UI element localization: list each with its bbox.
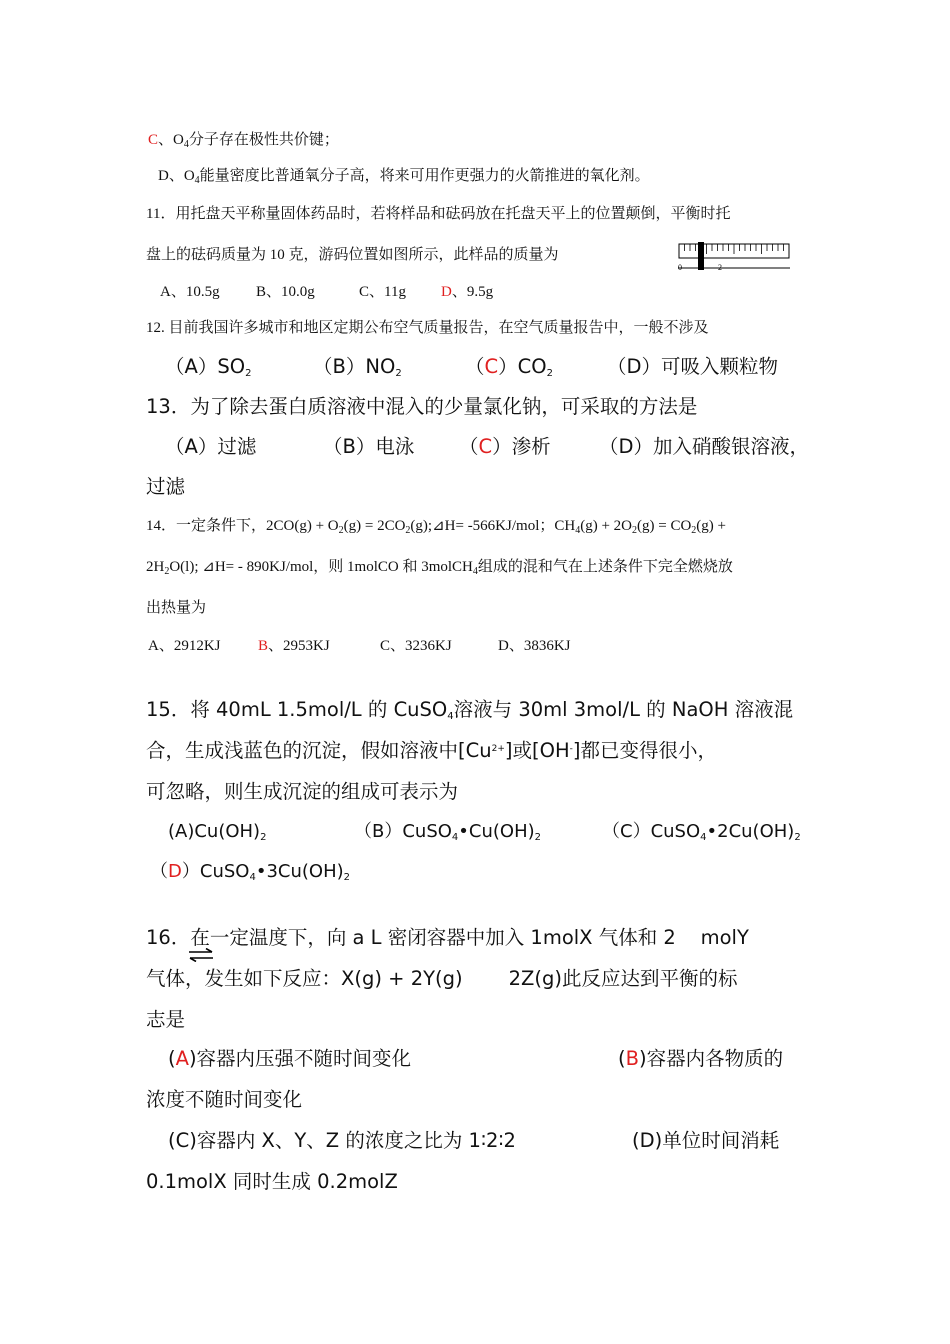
q11-options [160,280,493,301]
q12-option-c: $(C)CO_2$ [465,355,553,379]
q16-stem-line2: 气体，发生如下反应：X(g) + 2Y(g) 2Z(g)此反应达到平衡的标 [146,967,738,990]
q14-option-d: D、3836KJ [498,638,571,654]
q15-option-b: $(B)CuSO_4•Cu(OH)_2$ [354,821,542,843]
q14-option-a: A、2912KJ [148,638,221,654]
q13-option-c: （C）渗析 [459,435,551,458]
q16-option-c: (C)容器内 X、Y、Z 的浓度之比为 1∶2∶2 [168,1129,516,1152]
answer-mark: D [168,861,182,882]
q16-option-b-continued: 浓度不随时间变化 [146,1088,303,1111]
scale-ticks [679,244,784,258]
q13-options [165,431,809,459]
q16-option-b: (B)容器内各物质的 [618,1047,784,1070]
q14-stem-line1: 14．一定条件下，$2CO(g) + O_2(g)$ = $2CO_2(g);⊿H= -566KJ/mol$；$CH_4(g) + 2O_2(g) = CO_2(g)$ + [146,518,726,536]
answer-mark: A [175,1047,189,1070]
q12-options [165,351,778,379]
q12-option-b: $(B)NO_2$ [313,355,402,379]
q11-option-b: B、10.0g [256,284,315,300]
q15-stem-line2: 合，生成浅蓝色的沉淀，假如溶液中$[Cu^{2+}]$或[OH-]都已变得很小， [146,739,717,762]
answer-mark: C [484,355,499,378]
q16-stem-line3: 志是 [146,1008,186,1031]
scale-label-0: 0 [678,263,682,272]
q15-options-row1 [168,817,801,843]
q16-option-a: (A)容器内压强不随时间变化 [168,1047,412,1070]
answer-mark: C [148,132,159,148]
q13-option-d: （D）加入硝酸银溶液， [599,435,810,458]
q13-option-b: （B）电泳 [323,435,415,458]
q13-option-a: （A）过滤 [165,435,257,458]
q14-option-c: C、3236KJ [380,638,452,654]
scale-label-2: 2 [718,263,722,272]
q13-stem: 13．为了除去蛋白质溶液中混入的少量氯化钠，可采取的方法是 [146,395,698,418]
answer-mark: D [441,284,452,300]
q15-option-a: $(A)Cu(OH)_2$ [168,821,267,843]
q10-option-c: C、$O_4$分子存在极性共价键； [148,132,339,150]
rider-weight [698,242,704,270]
q14-option-b: B、2953KJ [258,638,330,654]
q15-stem-line1: 15．将 40mL 1.5mol/L 的 CuSO$_4$溶液与 30ml 3mol/L 的 NaOH 溶液混 [146,698,794,722]
q14-options [148,634,571,655]
q11-stem-line2: 盘上的砝码质量为 10 克，游码位置如图所示，此样品的质量为 [146,247,559,263]
q11-stem-line1: 11．用托盘天平称量固体药品时，若将样品和砝码放在托盘天平上的位置颠倒，平衡时托 [146,206,731,222]
q12-option-a: $(A)SO_2$ [165,355,252,379]
answer-mark: B [625,1047,639,1070]
q12-option-d: （D）可吸入颗粒物 [607,355,779,378]
q16-stem-line1: 16．在一定温度下，向 a L 密闭容器中加入 1molX 气体和 2 molY [146,926,749,949]
q11-option-d: D、9.5g [441,284,494,300]
answer-mark: B [258,638,269,654]
q11-option-a: A、10.5g [160,284,220,300]
q10-option-d: D、$O_4$能量密度比普通氧分子高，将来可用作更强力的火箭推进的氧化剂。 [158,168,650,186]
q11-option-c: C、11g [359,284,406,300]
q15-stem-line3: 可忽略，则生成沉淀的组成可表示为 [146,780,459,803]
answer-mark: C [478,435,493,458]
q16-option-d: (D)单位时间消耗 [632,1129,780,1152]
q15-option-d: $(D)CuSO_4•3Cu(OH)_2$ [150,861,350,883]
q12-stem: 12. 目前我国许多城市和地区定期公布空气质量报告，在空气质量报告中，一般不涉及 [146,320,709,336]
rider-scale-figure [678,242,790,272]
equilibrium-arrow-icon [188,948,214,962]
q14-stem-line3: 出热量为 [146,600,207,616]
q14-stem-line2: $2H_2O(l)$; ⊿H= - 890KJ/mol，则 1molCO 和 3molCH$_4$组成的混和气在上述条件下完全燃烧放 [146,559,733,577]
q13-option-d-continued: 过滤 [146,475,186,498]
q15-option-c: $(C)CuSO_4•2Cu(OH)_2$ [602,821,801,843]
q16-option-d-continued: 0.1molX 同时生成 0.2molZ [146,1170,398,1193]
